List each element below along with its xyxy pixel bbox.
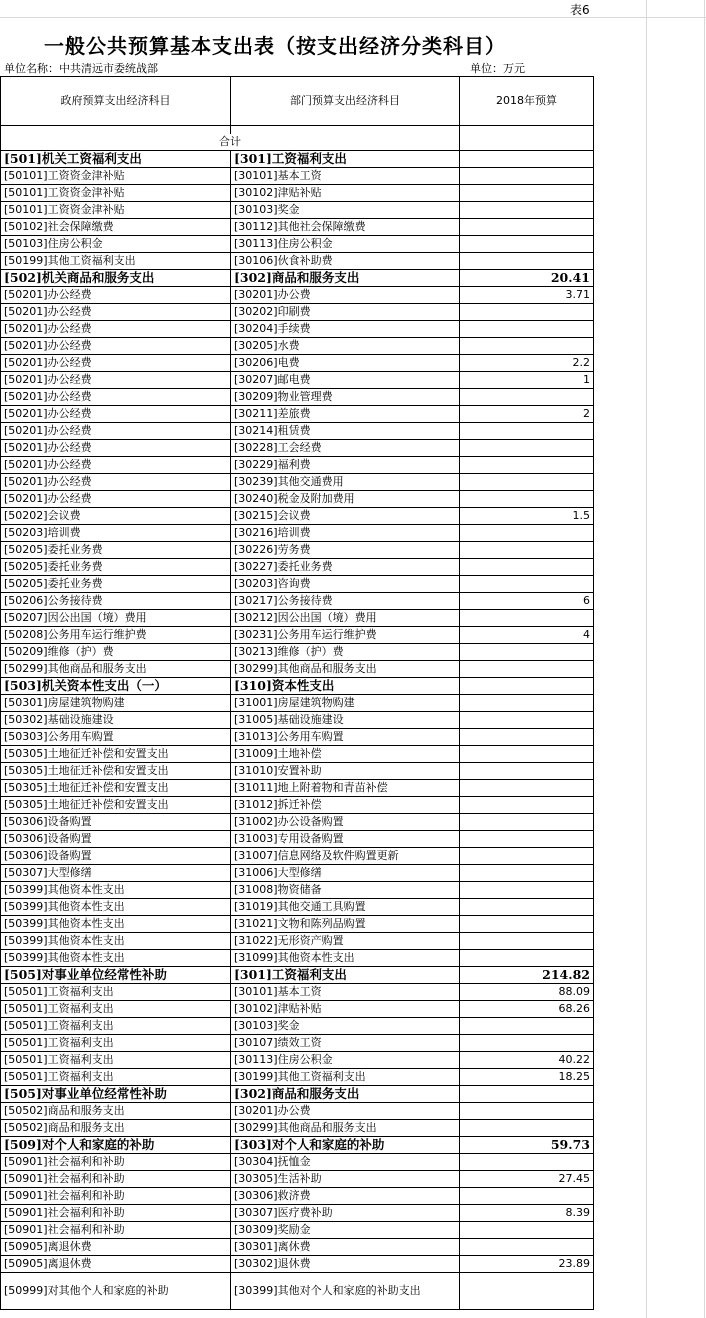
gov-category-cell: [50999]对其他个人和家庭的补助 bbox=[1, 1273, 231, 1310]
gov-category-cell: [50101]工资资金津补贴 bbox=[1, 202, 231, 219]
gov-category-cell: [50307]大型修缮 bbox=[1, 865, 231, 882]
header-year-budget: 2018年预算 bbox=[460, 77, 594, 126]
table-row bbox=[1, 1001, 594, 1018]
dept-category-cell: [30239]其他交通费用 bbox=[231, 474, 460, 491]
dept-category-cell: [30107]绩效工资 bbox=[231, 1035, 460, 1052]
dept-category-cell: [30201]办公费 bbox=[231, 287, 460, 304]
dept-category-cell: [30214]租赁费 bbox=[231, 423, 460, 440]
amount-cell bbox=[460, 899, 594, 916]
unit-name: 单位名称：中共清远市委统战部 bbox=[4, 62, 158, 75]
amount-cell bbox=[460, 151, 594, 168]
table-row bbox=[1, 1239, 594, 1256]
gov-category-cell: [50209]维修（护）费 bbox=[1, 644, 231, 661]
gov-category-cell: [50305]土地征迁补偿和安置支出 bbox=[1, 780, 231, 797]
dept-category-cell: [30204]手续费 bbox=[231, 321, 460, 338]
gov-category-cell: [50306]设备购置 bbox=[1, 848, 231, 865]
amount-cell: 3.71 bbox=[460, 287, 594, 304]
dept-category-cell: [30202]印刷费 bbox=[231, 304, 460, 321]
table-row bbox=[1, 185, 594, 202]
amount-cell bbox=[460, 695, 594, 712]
dept-category-cell: [30226]劳务费 bbox=[231, 542, 460, 559]
table-row bbox=[1, 950, 594, 967]
dept-category-cell: [31006]大型修缮 bbox=[231, 865, 460, 882]
gov-category-cell: [50207]因公出国（境）费用 bbox=[1, 610, 231, 627]
amount-cell bbox=[460, 168, 594, 185]
table-row bbox=[1, 219, 594, 236]
amount-cell: 27.45 bbox=[460, 1171, 594, 1188]
amount-cell bbox=[460, 1035, 594, 1052]
gov-category-cell: [50905]离退休费 bbox=[1, 1256, 231, 1273]
amount-cell: 40.22 bbox=[460, 1052, 594, 1069]
amount-cell bbox=[460, 916, 594, 933]
table-row bbox=[1, 746, 594, 763]
gov-category-cell: [50901]社会福利和补助 bbox=[1, 1171, 231, 1188]
amount-cell bbox=[460, 253, 594, 270]
table-row bbox=[1, 423, 594, 440]
category-row bbox=[1, 1137, 594, 1154]
table-row bbox=[1, 491, 594, 508]
amount-cell bbox=[460, 678, 594, 695]
dept-category-cell: [31012]拆迁补偿 bbox=[231, 797, 460, 814]
amount-cell: 2.2 bbox=[460, 355, 594, 372]
sheet-tag: 表6 bbox=[570, 3, 590, 17]
dept-category-cell: [30101]基本工资 bbox=[231, 168, 460, 185]
dept-category-cell: [30102]津贴补贴 bbox=[231, 185, 460, 202]
amount-cell bbox=[460, 780, 594, 797]
dept-category-cell: [30301]离休费 bbox=[231, 1239, 460, 1256]
category-row bbox=[1, 270, 594, 287]
gov-category-cell: [50501]工资福利支出 bbox=[1, 1069, 231, 1086]
amount-cell bbox=[460, 746, 594, 763]
dept-category-cell: [30102]津贴补贴 bbox=[231, 1001, 460, 1018]
table-row bbox=[1, 355, 594, 372]
dept-category-cell: [30201]办公费 bbox=[231, 1103, 460, 1120]
amount-cell bbox=[460, 474, 594, 491]
gov-category-cell: [50201]办公经费 bbox=[1, 372, 231, 389]
dept-category-cell: [30112]其他社会保障缴费 bbox=[231, 219, 460, 236]
table-row bbox=[1, 1188, 594, 1205]
gov-category-cell: [50399]其他资本性支出 bbox=[1, 882, 231, 899]
dept-category-cell: [31099]其他资本性支出 bbox=[231, 950, 460, 967]
amount-cell bbox=[460, 525, 594, 542]
table-row bbox=[1, 168, 594, 185]
category-row bbox=[1, 1086, 594, 1103]
gov-category-cell: [50502]商品和服务支出 bbox=[1, 1103, 231, 1120]
dept-category-cell: [30205]水费 bbox=[231, 338, 460, 355]
header-gov-category: 政府预算支出经济科目 bbox=[1, 77, 231, 126]
amount-cell bbox=[460, 712, 594, 729]
table-row bbox=[1, 780, 594, 797]
amount-cell bbox=[460, 831, 594, 848]
table-row bbox=[1, 457, 594, 474]
dept-category-cell: [310]资本性支出 bbox=[231, 678, 460, 695]
table-row bbox=[1, 1222, 594, 1239]
gov-category-cell: [50305]土地征迁补偿和安置支出 bbox=[1, 746, 231, 763]
dept-category-cell: [31022]无形资产购置 bbox=[231, 933, 460, 950]
gov-category-cell: [50205]委托业务费 bbox=[1, 542, 231, 559]
amount-cell: 23.89 bbox=[460, 1256, 594, 1273]
dept-category-cell: [30228]工会经费 bbox=[231, 440, 460, 457]
table-row bbox=[1, 712, 594, 729]
gov-category-cell: [50201]办公经费 bbox=[1, 304, 231, 321]
amount-cell bbox=[460, 338, 594, 355]
table-row bbox=[1, 287, 594, 304]
table-row bbox=[1, 916, 594, 933]
amount-cell: 6 bbox=[460, 593, 594, 610]
dept-category-cell: [30302]退休费 bbox=[231, 1256, 460, 1273]
amount-cell bbox=[460, 933, 594, 950]
table-row bbox=[1, 882, 594, 899]
table-row bbox=[1, 474, 594, 491]
dept-category-cell: [31003]专用设备购置 bbox=[231, 831, 460, 848]
table-row bbox=[1, 695, 594, 712]
table-row bbox=[1, 593, 594, 610]
page-title: 一般公共预算基本支出表（按支出经济分类科目） bbox=[44, 34, 506, 58]
sheet-grid-line bbox=[646, 0, 647, 1318]
table-row bbox=[1, 1256, 594, 1273]
gov-category-cell: [50301]房屋建筑物购建 bbox=[1, 695, 231, 712]
table-row bbox=[1, 933, 594, 950]
amount-cell bbox=[460, 1273, 594, 1310]
gov-category-cell: [50399]其他资本性支出 bbox=[1, 933, 231, 950]
dept-category-cell: [31009]土地补偿 bbox=[231, 746, 460, 763]
category-row bbox=[1, 967, 594, 984]
dept-category-cell: [30216]培训费 bbox=[231, 525, 460, 542]
amount-cell: 2 bbox=[460, 406, 594, 423]
gov-category-cell: [50901]社会福利和补助 bbox=[1, 1205, 231, 1222]
table-row bbox=[1, 304, 594, 321]
total-label: 合计 bbox=[1, 134, 460, 151]
amount-cell bbox=[460, 1154, 594, 1171]
dept-category-cell: [30399]其他对个人和家庭的补助支出 bbox=[231, 1273, 460, 1310]
gov-category-cell: [50201]办公经费 bbox=[1, 491, 231, 508]
dept-category-cell: [31021]文物和陈列品购置 bbox=[231, 916, 460, 933]
dept-category-cell: [30203]咨询费 bbox=[231, 576, 460, 593]
dept-category-cell: [30213]维修（护）费 bbox=[231, 644, 460, 661]
dept-category-cell: [30113]住房公积金 bbox=[231, 1052, 460, 1069]
amount-cell: 68.26 bbox=[460, 1001, 594, 1018]
gov-category-cell: [50901]社会福利和补助 bbox=[1, 1222, 231, 1239]
gov-category-cell: [50103]住房公积金 bbox=[1, 236, 231, 253]
gov-category-cell: [50102]社会保障缴费 bbox=[1, 219, 231, 236]
dept-category-cell: [30299]其他商品和服务支出 bbox=[231, 1120, 460, 1137]
table-row bbox=[1, 865, 594, 882]
dept-category-cell: [302]商品和服务支出 bbox=[231, 1086, 460, 1103]
amount-cell bbox=[460, 202, 594, 219]
amount-cell: 59.73 bbox=[460, 1137, 594, 1154]
gov-category-cell: [50901]社会福利和补助 bbox=[1, 1188, 231, 1205]
dept-category-cell: [30103]奖金 bbox=[231, 202, 460, 219]
dept-category-cell: [31007]信息网络及软件购置更新 bbox=[231, 848, 460, 865]
gov-category-cell: [50501]工资福利支出 bbox=[1, 1052, 231, 1069]
amount-cell bbox=[460, 1188, 594, 1205]
gov-category-cell: [50201]办公经费 bbox=[1, 440, 231, 457]
gov-category-cell: [50201]办公经费 bbox=[1, 389, 231, 406]
gov-category-cell: [50399]其他资本性支出 bbox=[1, 899, 231, 916]
amount-cell bbox=[460, 1239, 594, 1256]
table-row bbox=[1, 729, 594, 746]
dept-category-cell: [301]工资福利支出 bbox=[231, 151, 460, 168]
gov-category-cell: [50501]工资福利支出 bbox=[1, 1001, 231, 1018]
amount-cell bbox=[460, 389, 594, 406]
dept-category-cell: [31010]安置补助 bbox=[231, 763, 460, 780]
gov-category-cell: [505]对事业单位经常性补助 bbox=[1, 1086, 231, 1103]
dept-category-cell: [30103]奖金 bbox=[231, 1018, 460, 1035]
amount-cell: 4 bbox=[460, 627, 594, 644]
spacer-row bbox=[1, 126, 594, 135]
gov-category-cell: [50302]基础设施建设 bbox=[1, 712, 231, 729]
dept-category-cell: [30217]公务接待费 bbox=[231, 593, 460, 610]
dept-category-cell: [30199]其他工资福利支出 bbox=[231, 1069, 460, 1086]
dept-category-cell: [30307]医疗费补助 bbox=[231, 1205, 460, 1222]
dept-category-cell: [31008]物资储备 bbox=[231, 882, 460, 899]
gov-category-cell: [501]机关工资福利支出 bbox=[1, 151, 231, 168]
gov-category-cell: [50208]公务用车运行维护费 bbox=[1, 627, 231, 644]
amount-cell bbox=[460, 763, 594, 780]
dept-category-cell: [30113]住房公积金 bbox=[231, 236, 460, 253]
amount-cell bbox=[460, 729, 594, 746]
amount-cell bbox=[460, 542, 594, 559]
amount-cell bbox=[460, 219, 594, 236]
gov-category-cell: [502]机关商品和服务支出 bbox=[1, 270, 231, 287]
table-row bbox=[1, 1052, 594, 1069]
table-row bbox=[1, 576, 594, 593]
table-row bbox=[1, 440, 594, 457]
amount-cell bbox=[460, 423, 594, 440]
table-row bbox=[1, 525, 594, 542]
table-row bbox=[1, 338, 594, 355]
dept-category-cell: [30207]邮电费 bbox=[231, 372, 460, 389]
dept-category-cell: [31019]其他交通工具购置 bbox=[231, 899, 460, 916]
amount-cell bbox=[460, 610, 594, 627]
table-row bbox=[1, 1018, 594, 1035]
amount-cell: 1.5 bbox=[460, 508, 594, 525]
amount-cell bbox=[460, 797, 594, 814]
table-row bbox=[1, 1171, 594, 1188]
gov-category-cell: [50205]委托业务费 bbox=[1, 559, 231, 576]
amount-cell bbox=[460, 644, 594, 661]
dept-category-cell: [31002]办公设备购置 bbox=[231, 814, 460, 831]
amount-cell bbox=[460, 185, 594, 202]
sheet-grid-line bbox=[704, 0, 705, 1318]
table-row bbox=[1, 559, 594, 576]
table-row bbox=[1, 202, 594, 219]
table-row bbox=[1, 1120, 594, 1137]
gov-category-cell: [50101]工资资金津补贴 bbox=[1, 168, 231, 185]
gov-category-cell: [50201]办公经费 bbox=[1, 457, 231, 474]
gov-category-cell: [50101]工资资金津补贴 bbox=[1, 185, 231, 202]
amount-cell: 8.39 bbox=[460, 1205, 594, 1222]
table-row bbox=[1, 797, 594, 814]
table-row bbox=[1, 627, 594, 644]
table-row bbox=[1, 644, 594, 661]
gov-category-cell: [50202]会议费 bbox=[1, 508, 231, 525]
gov-category-cell: [50201]办公经费 bbox=[1, 423, 231, 440]
gov-category-cell: [50201]办公经费 bbox=[1, 474, 231, 491]
table-row bbox=[1, 1273, 594, 1310]
gov-category-cell: [505]对事业单位经常性补助 bbox=[1, 967, 231, 984]
table-row bbox=[1, 848, 594, 865]
dept-category-cell: [31011]地上附着物和青苗补偿 bbox=[231, 780, 460, 797]
total-amount bbox=[460, 134, 594, 151]
gov-category-cell: [50201]办公经费 bbox=[1, 321, 231, 338]
gov-category-cell: [50201]办公经费 bbox=[1, 406, 231, 423]
dept-category-cell: [30231]公务用车运行维护费 bbox=[231, 627, 460, 644]
category-row bbox=[1, 151, 594, 168]
dept-category-cell: [31005]基础设施建设 bbox=[231, 712, 460, 729]
table-row bbox=[1, 899, 594, 916]
table-row bbox=[1, 542, 594, 559]
gov-category-cell: [50299]其他商品和服务支出 bbox=[1, 661, 231, 678]
table-row bbox=[1, 763, 594, 780]
amount-cell bbox=[460, 236, 594, 253]
gov-category-cell: [503]机关资本性支出（一） bbox=[1, 678, 231, 695]
table-row bbox=[1, 1035, 594, 1052]
table-row bbox=[1, 236, 594, 253]
gov-category-cell: [50502]商品和服务支出 bbox=[1, 1120, 231, 1137]
dept-category-cell: [30211]差旅费 bbox=[231, 406, 460, 423]
amount-cell bbox=[460, 1120, 594, 1137]
amount-cell: 1 bbox=[460, 372, 594, 389]
amount-cell bbox=[460, 848, 594, 865]
amount-cell bbox=[460, 882, 594, 899]
gov-category-cell: [50306]设备购置 bbox=[1, 831, 231, 848]
gov-category-cell: [50201]办公经费 bbox=[1, 355, 231, 372]
gov-category-cell: [50501]工资福利支出 bbox=[1, 1018, 231, 1035]
gov-category-cell: [50205]委托业务费 bbox=[1, 576, 231, 593]
amount-cell bbox=[460, 321, 594, 338]
table-row bbox=[1, 508, 594, 525]
table-row bbox=[1, 321, 594, 338]
gov-category-cell: [50303]公务用车购置 bbox=[1, 729, 231, 746]
amount-cell: 88.09 bbox=[460, 984, 594, 1001]
table-row bbox=[1, 610, 594, 627]
dept-category-cell: [30309]奖励金 bbox=[231, 1222, 460, 1239]
amount-cell bbox=[460, 457, 594, 474]
dept-category-cell: [30229]福利费 bbox=[231, 457, 460, 474]
dept-category-cell: [31001]房屋建筑物购建 bbox=[231, 695, 460, 712]
table-row bbox=[1, 372, 594, 389]
gov-category-cell: [50305]土地征迁补偿和安置支出 bbox=[1, 797, 231, 814]
gov-category-cell: [50501]工资福利支出 bbox=[1, 1035, 231, 1052]
dept-category-cell: [302]商品和服务支出 bbox=[231, 270, 460, 287]
dept-category-cell: [30305]生活补助 bbox=[231, 1171, 460, 1188]
gov-category-cell: [50201]办公经费 bbox=[1, 287, 231, 304]
dept-category-cell: [30304]抚恤金 bbox=[231, 1154, 460, 1171]
gov-category-cell: [50305]土地征迁补偿和安置支出 bbox=[1, 763, 231, 780]
dept-category-cell: [30106]伙食补助费 bbox=[231, 253, 460, 270]
table-row bbox=[1, 253, 594, 270]
gov-category-cell: [50201]办公经费 bbox=[1, 338, 231, 355]
dept-category-cell: [31013]公务用车购置 bbox=[231, 729, 460, 746]
amount-cell bbox=[460, 440, 594, 457]
amount-cell bbox=[460, 661, 594, 678]
dept-category-cell: [30206]电费 bbox=[231, 355, 460, 372]
gov-category-cell: [50501]工资福利支出 bbox=[1, 984, 231, 1001]
table-row bbox=[1, 831, 594, 848]
table-row bbox=[1, 389, 594, 406]
amount-cell: 18.25 bbox=[460, 1069, 594, 1086]
amount-cell: 214.82 bbox=[460, 967, 594, 984]
gov-category-cell: [50199]其他工资福利支出 bbox=[1, 253, 231, 270]
table-header-row bbox=[1, 77, 594, 126]
unit-label: 单位：万元 bbox=[470, 62, 525, 75]
dept-category-cell: [301]工资福利支出 bbox=[231, 967, 460, 984]
budget-table bbox=[0, 76, 594, 1310]
gov-category-cell: [50306]设备购置 bbox=[1, 814, 231, 831]
table-row bbox=[1, 406, 594, 423]
amount-cell bbox=[460, 814, 594, 831]
amount-cell bbox=[460, 1018, 594, 1035]
table-row bbox=[1, 1069, 594, 1086]
gov-category-cell: [50399]其他资本性支出 bbox=[1, 916, 231, 933]
gov-category-cell: [50203]培训费 bbox=[1, 525, 231, 542]
dept-category-cell: [30101]基本工资 bbox=[231, 984, 460, 1001]
amount-cell bbox=[460, 559, 594, 576]
amount-cell bbox=[460, 576, 594, 593]
dept-category-cell: [30215]会议费 bbox=[231, 508, 460, 525]
table-row bbox=[1, 661, 594, 678]
dept-category-cell: [30299]其他商品和服务支出 bbox=[231, 661, 460, 678]
gov-category-cell: [50901]社会福利和补助 bbox=[1, 1154, 231, 1171]
table-row bbox=[1, 1205, 594, 1222]
dept-category-cell: [303]对个人和家庭的补助 bbox=[231, 1137, 460, 1154]
amount-cell bbox=[460, 304, 594, 321]
table-row bbox=[1, 814, 594, 831]
category-row bbox=[1, 678, 594, 695]
amount-cell: 20.41 bbox=[460, 270, 594, 287]
gov-category-cell: [50206]公务接待费 bbox=[1, 593, 231, 610]
amount-cell bbox=[460, 1103, 594, 1120]
amount-cell bbox=[460, 1086, 594, 1103]
gov-category-cell: [509]对个人和家庭的补助 bbox=[1, 1137, 231, 1154]
sheet-grid-line bbox=[0, 17, 706, 18]
amount-cell bbox=[460, 950, 594, 967]
amount-cell bbox=[460, 1222, 594, 1239]
table-row bbox=[1, 1154, 594, 1171]
gov-category-cell: [50905]离退休费 bbox=[1, 1239, 231, 1256]
dept-category-cell: [30209]物业管理费 bbox=[231, 389, 460, 406]
dept-category-cell: [30212]因公出国（境）费用 bbox=[231, 610, 460, 627]
header-dept-category: 部门预算支出经济科目 bbox=[231, 77, 460, 126]
gov-category-cell: [50399]其他资本性支出 bbox=[1, 950, 231, 967]
dept-category-cell: [30240]税金及附加费用 bbox=[231, 491, 460, 508]
table-row bbox=[1, 1103, 594, 1120]
table-row bbox=[1, 984, 594, 1001]
amount-cell bbox=[460, 491, 594, 508]
total-row bbox=[1, 134, 594, 151]
amount-cell bbox=[460, 865, 594, 882]
dept-category-cell: [30227]委托业务费 bbox=[231, 559, 460, 576]
dept-category-cell: [30306]救济费 bbox=[231, 1188, 460, 1205]
